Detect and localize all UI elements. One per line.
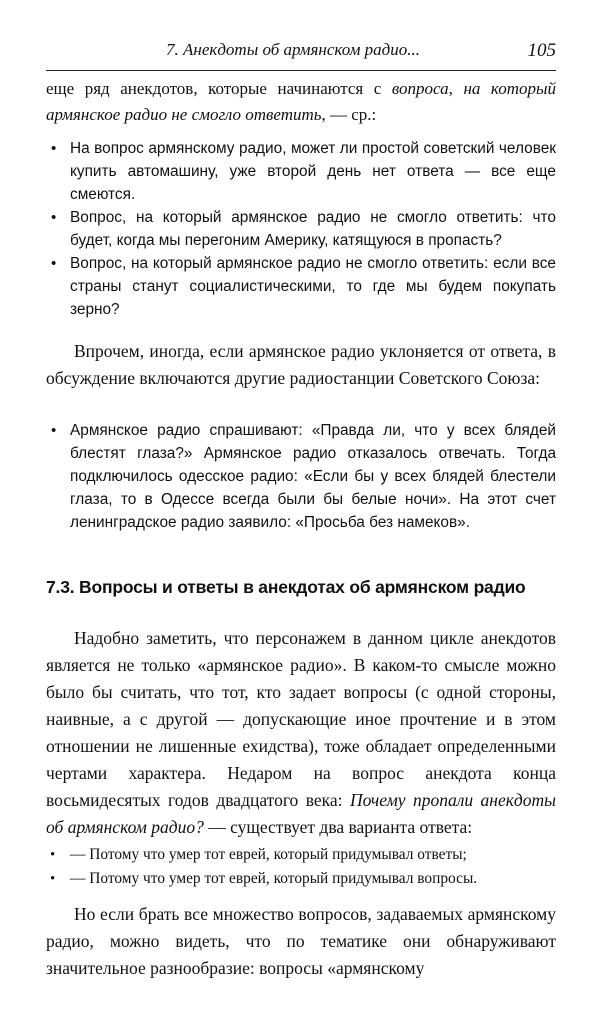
- paragraph-3: [46, 625, 556, 841]
- header-rule: [46, 70, 556, 71]
- paragraph-2: Впрочем, иногда, если армянское радио уклоняется от ответа, в обсуждение включаются другие радиостанции Советского Союза:: [46, 341, 556, 388]
- list-item: • На вопрос армянскому радио, может ли простой советский человек купить автомашину, уже второй день нет ответа — все еще смеются.: [46, 137, 556, 206]
- para3-italic-question: Почему пропали анекдоты об армянском радио?: [46, 790, 556, 837]
- para3-text-end: — существует два варианта ответа:: [203, 817, 473, 837]
- para3-text-start: Надобно заметить, что персонажем в данном цикле анекдотов является не только «армянское радио». В каком-то смысле можно было бы считать, что тот, кто задает вопросы (с одной стороны, наивные, а с другой — допускающие иное прочтение и в этом отношении не лишенные ехидства), тоже обладает определенными чертами характера. Недаром на вопрос анекдота конца восьмидесятых годов двадцатого века:: [46, 628, 556, 810]
- list-item: • Вопрос, на который армянское радио не смогло ответить: что будет, когда мы перегоним Америку, катящуюся в пропасть?: [46, 206, 556, 252]
- page-number: 105: [527, 40, 556, 61]
- lead-paragraph: [46, 76, 556, 128]
- running-head: [46, 40, 556, 64]
- answer-list: [46, 843, 556, 891]
- lead-comma: ,: [448, 79, 464, 98]
- joke-list-1: [46, 137, 556, 321]
- joke-list-2: [46, 419, 556, 534]
- paragraph-4: Но если брать все множество вопросов, задаваемых армянскому радио, можно видеть, что по тематике они обнаруживают значительное разнообразие: вопросы «армянскому: [46, 904, 556, 978]
- list-item: • — Потому что умер тот еврей, который придумывал вопросы.: [46, 867, 556, 891]
- lead-italic-phrase: на который армянское радио не смогло ответить: [46, 79, 557, 124]
- list-item: • Армянское радио спрашивают: «Правда ли, что у всех блядей блестят глаза?» Армянское радио отказалось отвечать. Тогда подключилось одесское радио: «Если бы у всех блядей блестели глаза, то в Одессе всегда были бы белые ночи». На этот счет ленинградское радио заявило: «Просьба без намеков».: [46, 419, 556, 534]
- lead-text-end: , — ср.:: [321, 105, 377, 124]
- list-item: • — Потому что умер тот еврей, который придумывал ответы;: [46, 843, 556, 867]
- running-head-title: 7. Анекдоты об армянском радио...: [166, 40, 421, 59]
- lead-text-start: еще ряд анекдотов, которые начинаются с: [46, 79, 392, 98]
- section-heading: 7.3. Вопросы и ответы в анекдотах об армянском радио: [46, 577, 526, 597]
- list-item: • Вопрос, на который армянское радио не смогло ответить: если все страны станут социалистическими, то где мы будем покупать зерно?: [46, 252, 556, 321]
- lead-italic-question: вопроса: [391, 79, 449, 98]
